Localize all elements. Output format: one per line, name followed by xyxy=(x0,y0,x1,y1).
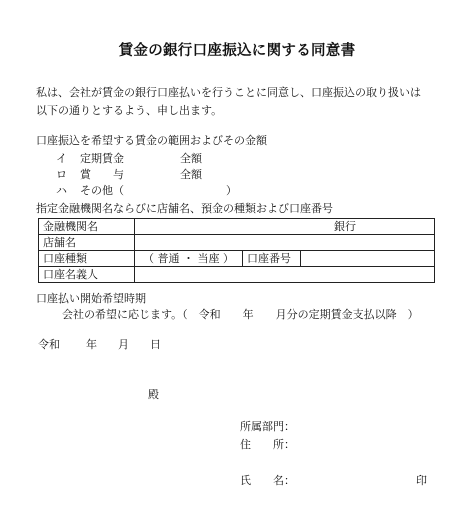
bank-name-label: 金融機関名 xyxy=(39,219,135,235)
address-label: 住 所： xyxy=(240,438,295,451)
branch-name-field[interactable] xyxy=(135,235,435,251)
item-label-regular-wage: 定期賃金 xyxy=(80,152,124,165)
item-label-other: その他（ xyxy=(80,184,124,197)
document-title: 賃金の銀行口座振込に関する同意書 xyxy=(118,42,356,59)
date-month: 月 xyxy=(118,338,129,351)
bank-account-table xyxy=(38,218,435,283)
account-number-label: 口座番号 xyxy=(243,251,301,267)
section3-text: 会社の希望に応じます。（ 令和 年 月分の定期賃金支払以降 ） xyxy=(62,308,419,321)
bank-name-field[interactable] xyxy=(135,219,435,235)
account-holder-label: 口座名義人 xyxy=(39,267,135,283)
date-era: 令和 xyxy=(38,338,60,351)
account-number-field[interactable] xyxy=(301,251,435,267)
date-year: 年 xyxy=(86,338,97,351)
section2-heading: 指定金融機関名ならびに店舗名、預金の種類および口座番号 xyxy=(36,202,333,215)
section3-heading: 口座払い開始希望時期 xyxy=(36,292,146,305)
item-mark-ha: ハ xyxy=(56,184,67,197)
account-type-options[interactable]: （ 普通 ・ 当座 ） xyxy=(135,251,243,267)
department-label: 所属部門： xyxy=(240,420,295,433)
item-mark-ro: ロ xyxy=(56,168,67,181)
item-amount-regular-wage: 全額 xyxy=(180,152,202,165)
bank-suffix: 銀行 xyxy=(334,220,356,233)
date-day: 日 xyxy=(150,338,161,351)
table-row xyxy=(39,219,435,235)
addressee-suffix: 殿 xyxy=(148,388,159,401)
intro-line-1: 私は、会社が賃金の銀行口座払いを行うことに同意し、口座振込の取り扱いは xyxy=(36,86,421,99)
intro-line-2: 以下の通りとするよう、申し出ます。 xyxy=(36,104,223,117)
table-row xyxy=(39,267,435,283)
account-holder-field[interactable] xyxy=(135,267,435,283)
item-mark-i: イ xyxy=(56,152,67,165)
item-label-bonus: 賞 与 xyxy=(80,168,124,181)
seal-mark: 印 xyxy=(416,474,427,487)
item-amount-bonus: 全額 xyxy=(180,168,202,181)
name-label: 氏 名： xyxy=(240,474,295,487)
table-row xyxy=(39,235,435,251)
intro-paragraph xyxy=(36,84,444,120)
section1-heading: 口座振込を希望する賃金の範囲およびその金額 xyxy=(36,134,267,147)
table-row xyxy=(39,251,435,267)
account-type-label: 口座種類 xyxy=(39,251,135,267)
item-close-paren-other: ） xyxy=(226,184,237,197)
branch-name-label: 店舗名 xyxy=(39,235,135,251)
